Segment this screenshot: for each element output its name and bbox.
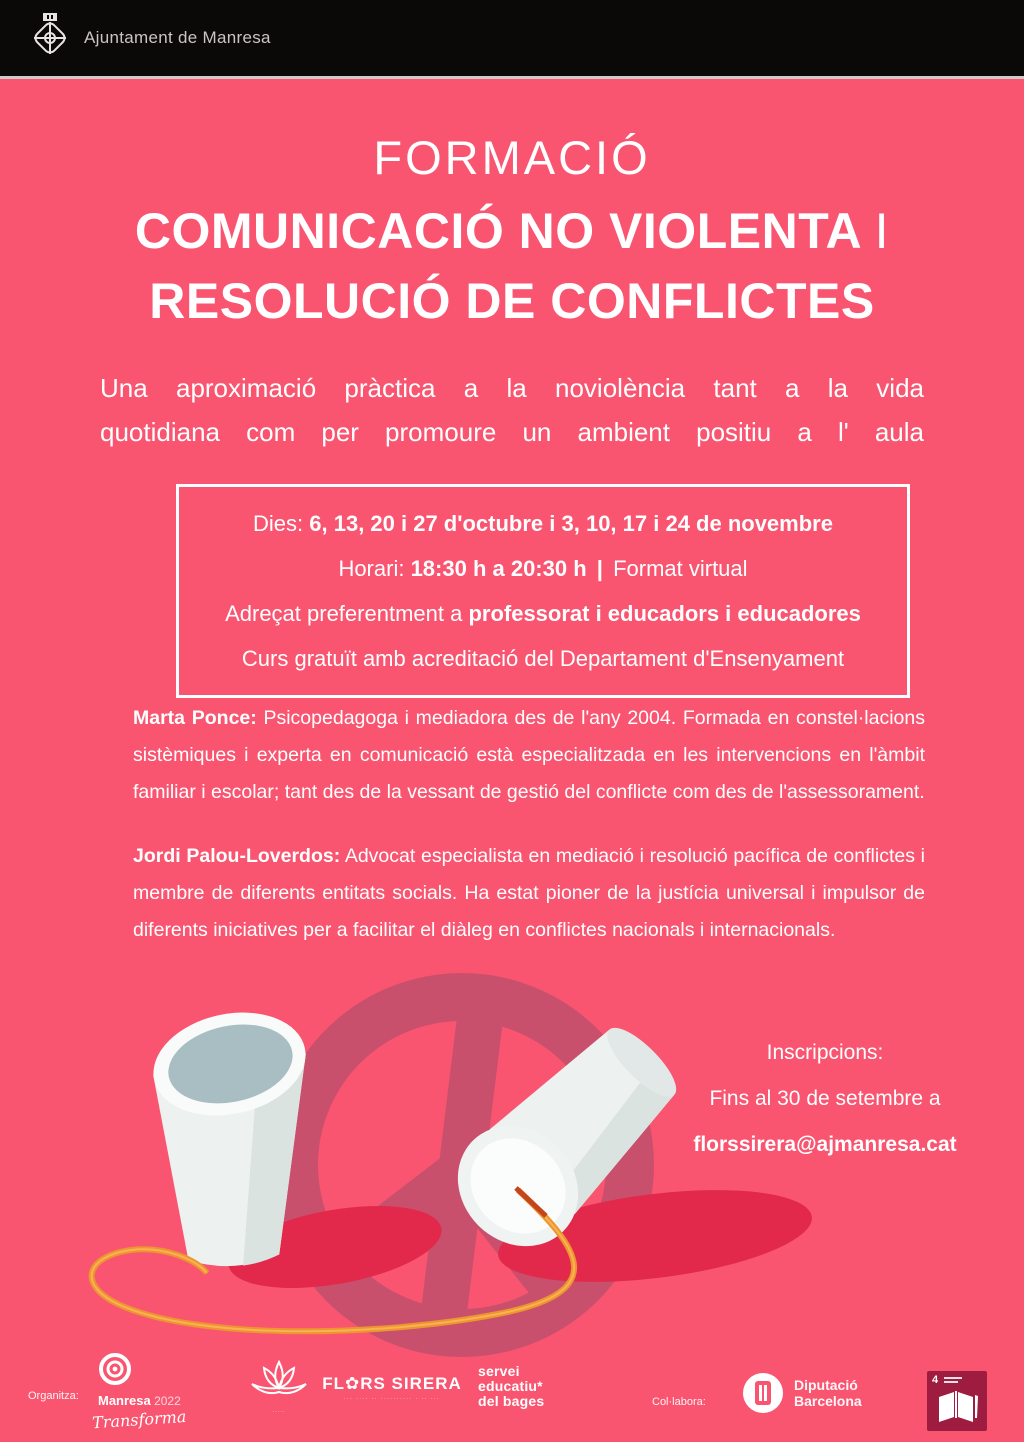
speaker-name: Jordi Palou-Loverdos: [133,845,341,867]
servei-educatiu-logo: servei educatiu* del bages [478,1363,545,1409]
diputacio-emblem-icon [742,1372,784,1414]
diputacio-text: Diputació Barcelona [794,1377,862,1409]
flors-sirera-logo [322,1374,462,1402]
speaker-name: Marta Ponce: [133,707,257,729]
inscription-info [640,1030,1010,1168]
open-book-icon [927,1371,987,1431]
main-title-line2: RESOLUCIÓ DE CONFLICTES [149,273,875,329]
details-schedule: Horari: 18:30 h a 20:30 h | Format virtual [338,556,748,581]
speaker-bio-jordi-palou: Jordi Palou-Loverdos: Advocat especialista en mediació i resolució pacífica de conflictes i membre de diferents entitats socials. Ha estat pioner de la justícia universal i impulsor de diferents iniciatives per a facilitar el diàleg en conflictes nacionals i internacionals. [133,845,925,941]
inscription-email: florssirera@ajmanresa.cat [693,1133,957,1156]
manresa-coat-of-arms-icon [30,12,70,64]
details-audience: Adreçat preferentment a professorat i educadors i educadores [225,601,861,626]
flors-sirera-tagline: ··· ···· ·· ·········· · ·· ··· [343,1396,441,1402]
sdg4-education-logo [927,1371,987,1431]
lotus-logo [246,1358,312,1415]
main-title-line1: COMUNICACIÓ NO VIOLENTA I [134,203,890,259]
subtitle-line2: quotidiana com per promoure un ambient positiu a l' aula [100,417,924,447]
subtitle [100,366,924,454]
organitza-label: Organitza: [28,1390,79,1402]
details-dates: Dies: 6, 13, 20 i 27 d'octubre i 3, 10, 17 i 24 de novembre [253,511,833,536]
manresa-2022-text: Manresa 2022 [98,1393,181,1408]
main-title [0,196,1024,336]
lotus-flower-icon [248,1358,310,1404]
details-accreditation: Curs gratuït amb acreditació del Departament d'Ensenyament [241,646,845,671]
inscription-title: Inscripcions: [766,1041,884,1064]
flors-sirera-name: FL✿RS SIRERA [322,1374,462,1393]
manresa-2022-logo [91,1352,248,1433]
sdg-number: 4 [932,1374,939,1386]
kicker-title: FORMACIÓ [373,131,651,184]
org-name: Ajuntament de Manresa [84,28,271,47]
subtitle-line1: Una aproximació pràctica a la noviolència tant a la vida [100,373,924,403]
speaker-bio-marta-ponce: Marta Ponce: Psicopedagoga i mediadora des de l'any 2004. Formada en constel·lacions sistèmiques i experta en comunicació està especialitzada en les intervencions en l'àmbit familiar i escolar; tant des de la vessant de gestió del conflicte com des de l'assessorament. [133,707,925,803]
transforma-script: Transforma [91,1406,187,1433]
inscription-deadline: Fins al 30 de setembre a [709,1087,941,1110]
course-details-box [176,484,910,698]
diputacio-barcelona-logo [742,1372,862,1414]
collabora-label: Col·labora: [652,1396,706,1408]
header-bar [0,0,1024,79]
target-icon [98,1352,132,1386]
lotus-tagline: ····· [272,1409,286,1415]
